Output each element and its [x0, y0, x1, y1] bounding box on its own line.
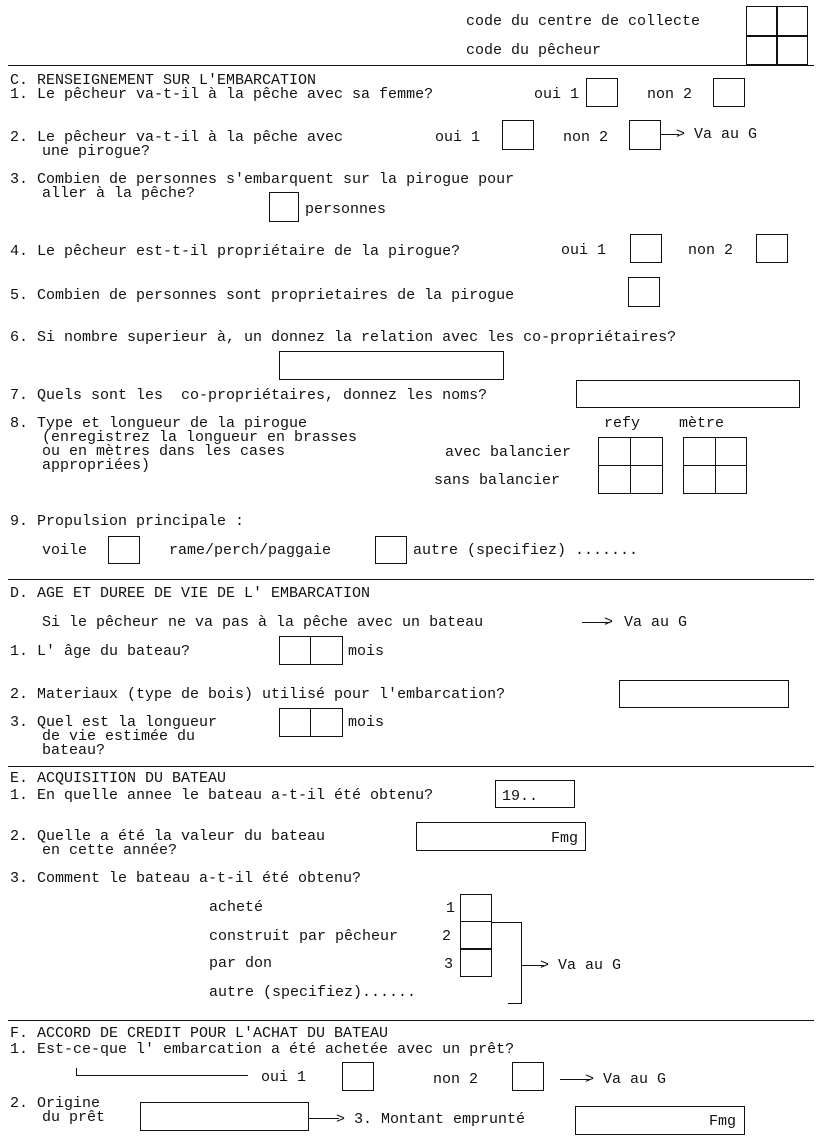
e-q3-text: 3. Comment le bateau a-t-il été obtenu? [10, 870, 362, 887]
e-opt2-box[interactable] [460, 921, 492, 949]
d-q3-box-2[interactable] [310, 708, 343, 737]
c-q3-unit: personnes [305, 201, 387, 218]
c-q4-yes-box[interactable] [630, 234, 662, 263]
metre-avec-box-2[interactable] [715, 437, 747, 466]
refy-sans-box-2[interactable] [630, 465, 663, 494]
code-centre-box-1[interactable] [746, 6, 777, 36]
divider [76, 1068, 77, 1075]
c-q8-text-b: (enregistrez la longueur en brasses [42, 429, 358, 446]
c-q6-field[interactable] [279, 351, 504, 380]
c-q5-box[interactable] [628, 277, 660, 307]
c-q8-text-d: appropriées) [42, 457, 151, 474]
c-q3-text-a: 3. Combien de personnes s'embarquent sur la pirogue pour [10, 171, 515, 188]
c-q2-goto: > Va au G [676, 126, 758, 143]
section-c-title: C. RENSEIGNEMENT SUR L'EMBARCATION [10, 72, 317, 89]
e-goto: > Va au G [540, 957, 622, 974]
divider [8, 579, 814, 580]
section-e-title: E. ACQUISITION DU BATEAU [10, 770, 227, 787]
refy-avec-box-2[interactable] [630, 437, 663, 466]
f-q3-text: > 3. Montant emprunté [336, 1111, 526, 1128]
f-q2-field[interactable] [140, 1102, 309, 1131]
c-q9-text: 9. Propulsion principale : [10, 513, 245, 530]
c-q7-text: 7. Quels sont les co-propriétaires, donnez les noms? [10, 387, 488, 404]
c-q2-text-a: 2. Le pêcheur va-t-il à la pêche avec [10, 129, 344, 146]
e-opt3-code: 3 [444, 956, 454, 973]
c-q9-opt-rame: rame/perch/paggaie [169, 542, 332, 559]
e-opt2-label: construit par pêcheur [209, 928, 399, 945]
divider [76, 1075, 248, 1076]
c-q3-text-b: aller à la pêche? [42, 185, 196, 202]
d-q3-text-a: 3. Quel est la longueur [10, 714, 218, 731]
c-q8-row-avec: avec balancier [445, 444, 572, 461]
c-q8-text-a: 8. Type et longueur de la pirogue [10, 415, 308, 432]
f-q1-yes-label: oui 1 [261, 1069, 307, 1086]
f-q3-unit: Fmg [709, 1113, 737, 1130]
d-note-goto: Va au G [624, 614, 688, 631]
c-q2-text-b: une pirogue? [42, 143, 151, 160]
d-q1-box-2[interactable] [310, 636, 343, 665]
c-q8-col-refy: refy [604, 415, 641, 432]
c-q2-no-label: non 2 [563, 129, 609, 146]
c-q8-text-c: ou en mètres dans les cases [42, 443, 286, 460]
section-d-title: D. AGE ET DUREE DE VIE DE L' EMBARCATION [10, 585, 371, 602]
metre-sans-box-2[interactable] [715, 465, 747, 494]
metre-avec-box-1[interactable] [683, 437, 716, 466]
f-q2-text-b: du prêt [42, 1109, 106, 1126]
c-q8-row-sans: sans balancier [434, 472, 561, 489]
c-q4-yes-label: oui 1 [561, 242, 607, 259]
refy-avec-box-1[interactable] [598, 437, 631, 466]
f-q1-goto: > Va au G [585, 1071, 667, 1088]
d-q1-unit: mois [348, 643, 385, 660]
c-q4-no-box[interactable] [756, 234, 788, 263]
c-q4-no-label: non 2 [688, 242, 734, 259]
code-centre-box-2[interactable] [777, 6, 808, 36]
d-q3-unit: mois [348, 714, 385, 731]
c-q1-text: 1. Le pêcheur va-t-il à la pêche avec sa femme? [10, 86, 434, 103]
code-pecheur-box-1[interactable] [746, 36, 777, 65]
d-q3-text-c: bateau? [42, 742, 106, 759]
d-note: Si le pêcheur ne va pas à la pêche avec un bateau [42, 614, 484, 631]
d-q3-text-b: de vie estimée du [42, 728, 196, 745]
e-opt4-label: autre (specifiez)...... [209, 984, 417, 1001]
e-opt2-code: 2 [442, 928, 452, 945]
c-q9-opt-voile: voile [42, 542, 88, 559]
e-opt1-code: 1 [446, 900, 456, 917]
c-q2-no-box[interactable] [629, 120, 661, 150]
c-q1-yes-label: oui 1 [534, 86, 580, 103]
c-q9-rame-box[interactable] [375, 536, 407, 564]
label-code-centre: code du centre de collecte [466, 13, 701, 30]
e-opt1-label: acheté [209, 899, 264, 916]
divider [8, 65, 814, 66]
e-q2-text-a: 2. Quelle a été la valeur du bateau [10, 828, 326, 845]
c-q5-text: 5. Combien de personnes sont proprietaires de la pirogue [10, 287, 515, 304]
bracket-top [492, 922, 522, 923]
bracket-vertical [521, 922, 522, 1004]
f-q1-yes-box[interactable] [342, 1062, 374, 1091]
section-f-title: F. ACCORD DE CREDIT POUR L'ACHAT DU BATEAU [10, 1025, 389, 1042]
e-opt3-box[interactable] [460, 949, 492, 977]
f-q1-text: 1. Est-ce-que l' embarcation a été achetée avec un prêt? [10, 1041, 515, 1058]
c-q3-box[interactable] [269, 192, 299, 222]
divider [8, 766, 814, 767]
c-q9-opt-autre: autre (specifiez) ....... [413, 542, 639, 559]
c-q2-yes-box[interactable] [502, 120, 534, 150]
code-pecheur-box-2[interactable] [777, 36, 808, 65]
e-opt3-label: par don [209, 955, 273, 972]
refy-sans-box-1[interactable] [598, 465, 631, 494]
f-q2-text-a: 2. Origine [10, 1095, 101, 1112]
f-q1-no-label: non 2 [433, 1071, 479, 1088]
c-q8-col-metre: mètre [679, 415, 725, 432]
c-q9-voile-box[interactable] [108, 536, 140, 564]
d-q2-field[interactable] [619, 680, 789, 708]
e-q1-text: 1. En quelle annee le bateau a-t-il été obtenu? [10, 787, 434, 804]
c-q1-yes-box[interactable] [586, 78, 618, 107]
d-q2-text: 2. Materiaux (type de bois) utilisé pour l'embarcation? [10, 686, 506, 703]
label-code-pecheur: code du pêcheur [466, 42, 602, 59]
divider [8, 1020, 814, 1021]
e-q1-prefill: 19.. [502, 788, 539, 805]
e-q2-unit: Fmg [551, 830, 579, 847]
c-q1-no-label: non 2 [647, 86, 693, 103]
c-q7-field[interactable] [576, 380, 800, 408]
e-q2-text-b: en cette année? [42, 842, 178, 859]
f-q1-no-box[interactable] [512, 1062, 544, 1091]
d-q3-box-1[interactable] [279, 708, 311, 737]
metre-sans-box-1[interactable] [683, 465, 716, 494]
d-note-arrowhead: > [604, 614, 614, 631]
bracket-bottom [508, 1003, 522, 1004]
d-q1-text: 1. L' âge du bateau? [10, 643, 191, 660]
arrow-line [309, 1118, 339, 1119]
c-q1-no-box[interactable] [713, 78, 745, 107]
e-opt1-box[interactable] [460, 894, 492, 922]
d-q1-box-1[interactable] [279, 636, 311, 665]
c-q4-text: 4. Le pêcheur est-t-il propriétaire de la pirogue? [10, 243, 461, 260]
c-q6-text: 6. Si nombre superieur à, un donnez la relation avec les co-propriétaires? [10, 329, 677, 346]
c-q2-yes-label: oui 1 [435, 129, 481, 146]
